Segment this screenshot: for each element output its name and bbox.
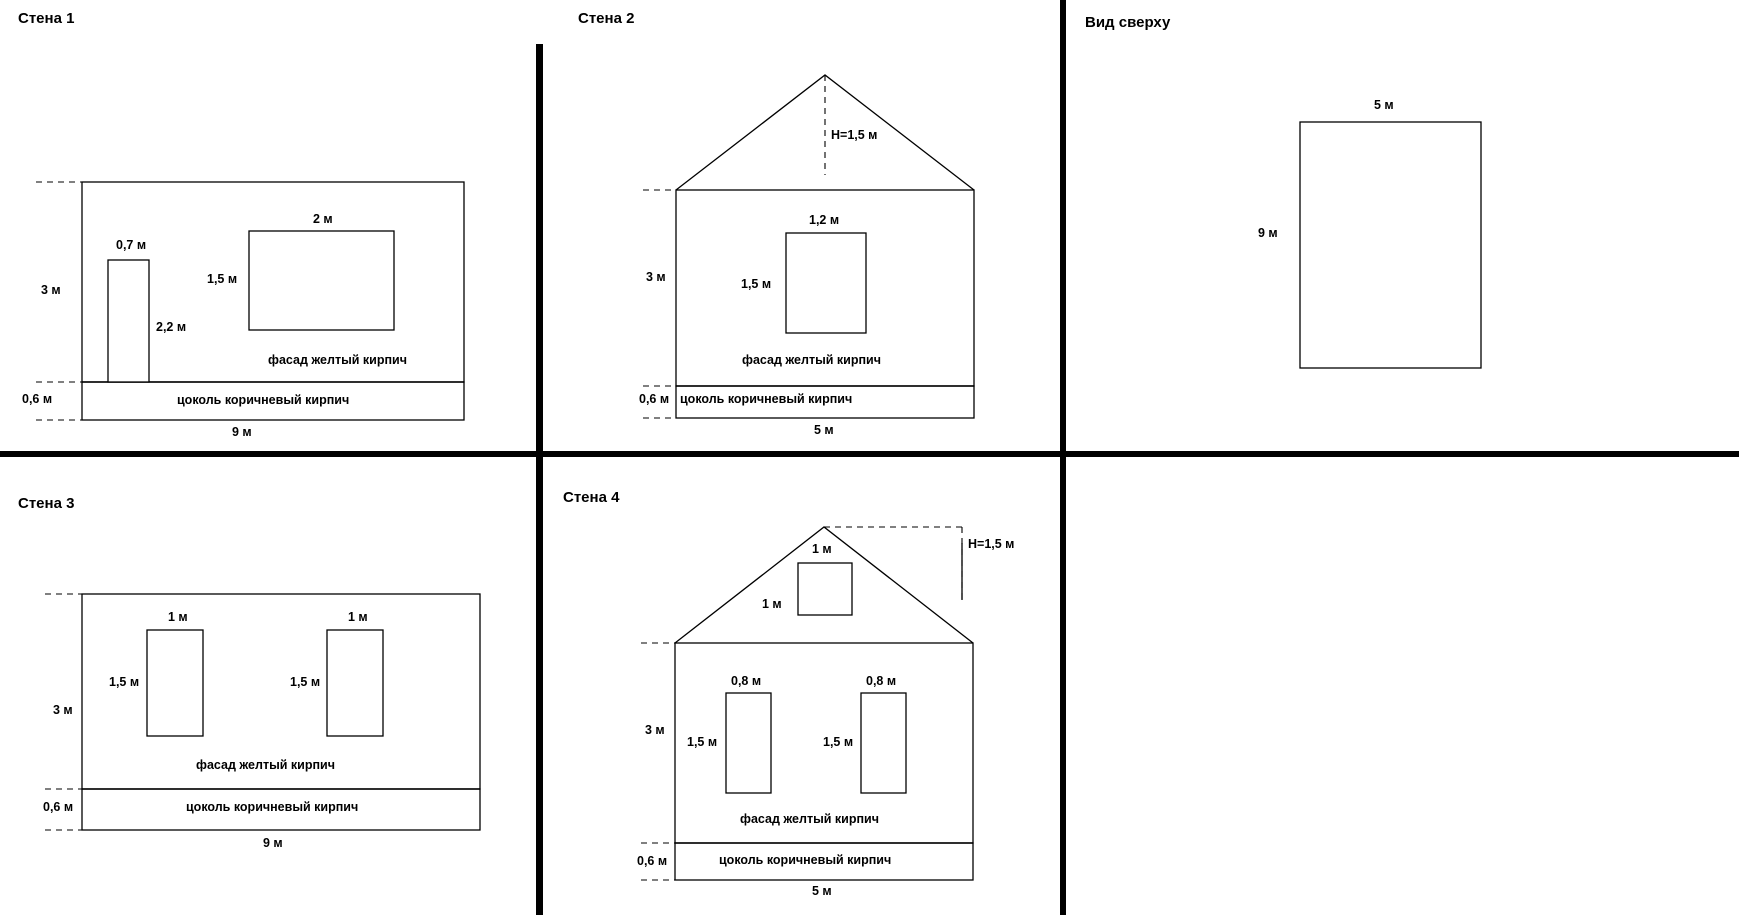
panel-title-wall3: Стена 3 [18,495,75,512]
wall3-plinth-label: цоколь коричневый кирпич [186,800,359,814]
roof-plan-length-label: 9 м [1258,226,1278,240]
wall2-facade-label: фасад желтый кирпич [742,353,881,367]
wall1-facade-label: фасад желтый кирпич [268,353,407,367]
wall2-plinth-height-label: 0,6 м [639,392,670,406]
wall1-height-label: 3 м [41,283,61,297]
wall2-height-label: 3 м [646,270,666,284]
wall3-width-label: 9 м [263,836,283,850]
wall4-facade-label: фасад желтый кирпич [740,812,879,826]
wall2-window-height-label: 1,5 м [741,277,772,291]
roof-plan-width-label: 5 м [1374,98,1394,112]
wall4-window2-height-label: 1,5 м [823,735,854,749]
panel-title-wall1: Стена 1 [18,10,75,27]
wall4-height-label: 3 м [645,723,665,737]
wall1-plinth-height-label: 0,6 м [22,392,53,406]
wall1-window-height-label: 1,5 м [207,272,238,286]
wall3-height-label: 3 м [53,703,73,717]
wall3-window2-width-label: 1 м [348,610,368,624]
wall3-window1-height-label: 1,5 м [109,675,140,689]
wall3-window1-width-label: 1 м [168,610,188,624]
wall3-window2-height-label: 1,5 м [290,675,321,689]
wall2-width-label: 5 м [814,423,834,437]
wall4-plinth-height-label: 0,6 м [637,854,668,868]
wall2-roof-height-label: H=1,5 м [831,128,878,142]
wall4-gable-window-width-label: 1 м [812,542,832,556]
wall4-window1-width-label: 0,8 м [731,674,762,688]
panel-title-wall2: Стена 2 [578,10,635,27]
wall4-gable-window-height-label: 1 м [762,597,782,611]
wall3-facade-label: фасад желтый кирпич [196,758,335,772]
wall1-plinth-label: цоколь коричневый кирпич [177,393,350,407]
wall1-door-width-label: 0,7 м [116,238,147,252]
wall1-width-label: 9 м [232,425,252,439]
wall3-plinth-height-label: 0,6 м [43,800,74,814]
wall1-door-height-label: 2,2 м [156,320,187,334]
wall4-window2-width-label: 0,8 м [866,674,897,688]
panel-title-wall4: Стена 4 [563,489,620,506]
wall2-plinth-label: цоколь коричневый кирпич [680,392,853,406]
wall4-window1-height-label: 1,5 м [687,735,718,749]
wall2-window-width-label: 1,2 м [809,213,840,227]
wall1-window-width-label: 2 м [313,212,333,226]
wall4-width-label: 5 м [812,884,832,898]
wall4-plinth-label: цоколь коричневый кирпич [719,853,892,867]
wall4-roof-height-label: H=1,5 м [968,537,1015,551]
panel-title-roof-plan: Вид сверху [1085,14,1171,31]
